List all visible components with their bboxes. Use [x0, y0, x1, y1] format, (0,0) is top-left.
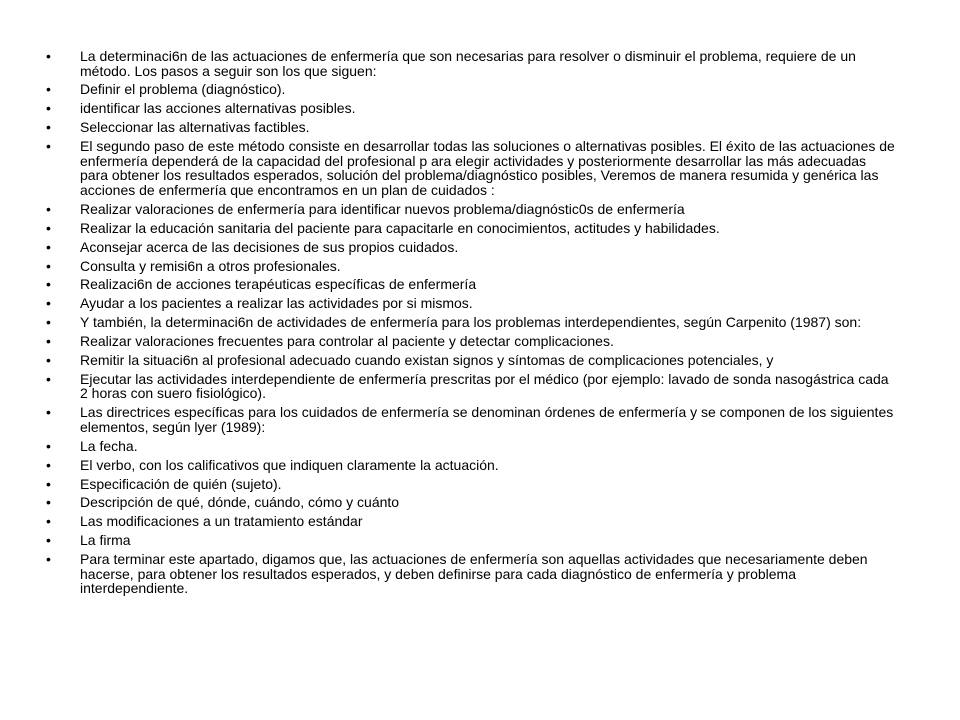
bullet-item — [46, 82, 896, 97]
bullet-item — [46, 296, 896, 311]
bullet-text: La fecha. — [80, 437, 138, 454]
bullet-glyph: • — [46, 295, 51, 312]
bullet-text: Ejecutar las actividades interdependiente de enfermería prescritas por el médico (por ejemplo: lavado de sonda nasogástrica cada 2 horas con suero fisiológico). — [80, 370, 889, 402]
bullet-glyph: • — [46, 404, 51, 421]
bullet-text: Descripción de qué, dónde, cuándo, cómo y cuánto — [80, 494, 400, 511]
bullet-text: Realizar valoraciones frecuentes para controlar al paciente y detectar complicaciones. — [80, 333, 614, 350]
bullet-text: La determinaci6n de las actuaciones de enfermería que son necesarias para resolver o disminuir el problema, requiere de un método. Los pasos a seguir son los que siguen: — [80, 48, 856, 79]
bullet-glyph: • — [46, 276, 51, 293]
bullet-glyph: • — [46, 532, 51, 549]
bullet-text: Y también, la determinaci6n de actividades de enfermería para los problemas interdependientes, según Carpenito (1987) son: — [80, 314, 862, 331]
bullet-text: Consulta y remisi6n a otros profesionales. — [80, 257, 341, 274]
bullet-item — [46, 477, 896, 492]
bullet-text: Ayudar a los pacientes a realizar las actividades por si mismos. — [80, 295, 473, 312]
bullet-text: Las directrices específicas para los cuidados de enfermería se denominan órdenes de enfermería y se componen de los siguientes elementos, según lyer (1989): — [80, 404, 894, 435]
bullet-glyph: • — [46, 219, 51, 236]
bullet-glyph: • — [46, 100, 51, 117]
bullet-item — [46, 495, 896, 510]
bullet-glyph: • — [46, 351, 51, 368]
bullet-glyph: • — [46, 257, 51, 274]
bullet-item — [46, 439, 896, 454]
bullet-text: Realizar la educación sanitaria del paciente para capacitarle en conocimientos, actitudes y habilidades. — [80, 219, 720, 236]
bullet-glyph: • — [46, 370, 51, 387]
bullet-item — [46, 372, 896, 401]
bullet-glyph: • — [46, 437, 51, 454]
bullet-item — [46, 458, 896, 473]
bullet-glyph: • — [46, 475, 51, 492]
bullet-item — [46, 334, 896, 349]
bullet-item — [46, 277, 896, 292]
bullet-item — [46, 552, 896, 596]
bullet-text: Para terminar este apartado, digamos que, las actuaciones de enfermería son aquellas actividades que necesariamente deben hacerse, para obtener los resultados esperados, y deben definirse para cada diagnóstico de enfermería y problema interdependiente. — [80, 551, 868, 597]
bullet-text: identificar las acciones alternativas posibles. — [80, 100, 356, 117]
bullet-item — [46, 240, 896, 255]
bullet-item — [46, 101, 896, 116]
bullet-list — [46, 49, 896, 596]
bullet-text: Aconsejar acerca de las decisiones de sus propios cuidados. — [80, 238, 459, 255]
bullet-glyph: • — [46, 200, 51, 217]
bullet-glyph: • — [46, 551, 51, 568]
bullet-glyph: • — [46, 48, 51, 64]
bullet-item — [46, 139, 896, 197]
bullet-glyph: • — [46, 314, 51, 331]
bullet-item — [46, 259, 896, 274]
bullet-glyph: • — [46, 456, 51, 473]
bullet-text: Realizaci6n de acciones terapéuticas específicas de enfermería — [80, 276, 477, 293]
bullet-glyph: • — [46, 81, 51, 98]
bullet-item — [46, 353, 896, 368]
bullet-glyph: • — [46, 119, 51, 136]
bullet-text: El verbo, con los calificativos que indiquen claramente la actuación. — [80, 456, 499, 473]
bullet-glyph: • — [46, 494, 51, 511]
slide-content — [46, 49, 896, 600]
bullet-text: Remitir la situaci6n al profesional adecuado cuando existan signos y síntomas de complicaciones potenciales, y — [80, 351, 774, 368]
bullet-item — [46, 315, 896, 330]
bullet-item — [46, 202, 896, 217]
bullet-glyph: • — [46, 138, 51, 155]
bullet-item — [46, 533, 896, 548]
bullet-text: Definir el problema (diagnóstico). — [80, 81, 286, 98]
bullet-text: Las modificaciones a un tratamiento estándar — [80, 513, 363, 530]
bullet-item — [46, 120, 896, 135]
bullet-glyph: • — [46, 238, 51, 255]
bullet-text: Seleccionar las alternativas factibles. — [80, 119, 310, 136]
bullet-text: Especificación de quién (sujeto). — [80, 475, 282, 492]
bullet-glyph: • — [46, 333, 51, 350]
bullet-item — [46, 49, 896, 78]
bullet-text: El segundo paso de este método consiste en desarrollar todas las soluciones o alternativas posibles. El éxito de las actuaciones de enfermería dependerá de la capacidad del profesional p ara elegir actividades y posteriormente desarrollar las más adecuadas para obtener los resultados esperados, solución del problema/diagnóstico posibles, Veremos de manera resumida y genérica las acciones de enfermería que encontramos en un plan de cuidados : — [80, 138, 895, 198]
bullet-item — [46, 221, 896, 236]
bullet-text: La firma — [80, 532, 131, 549]
bullet-text: Realizar valoraciones de enfermería para identificar nuevos problema/diagnóstic0s de enfermería — [80, 200, 685, 217]
bullet-glyph: • — [46, 513, 51, 530]
bullet-item — [46, 514, 896, 529]
bullet-item — [46, 405, 896, 434]
